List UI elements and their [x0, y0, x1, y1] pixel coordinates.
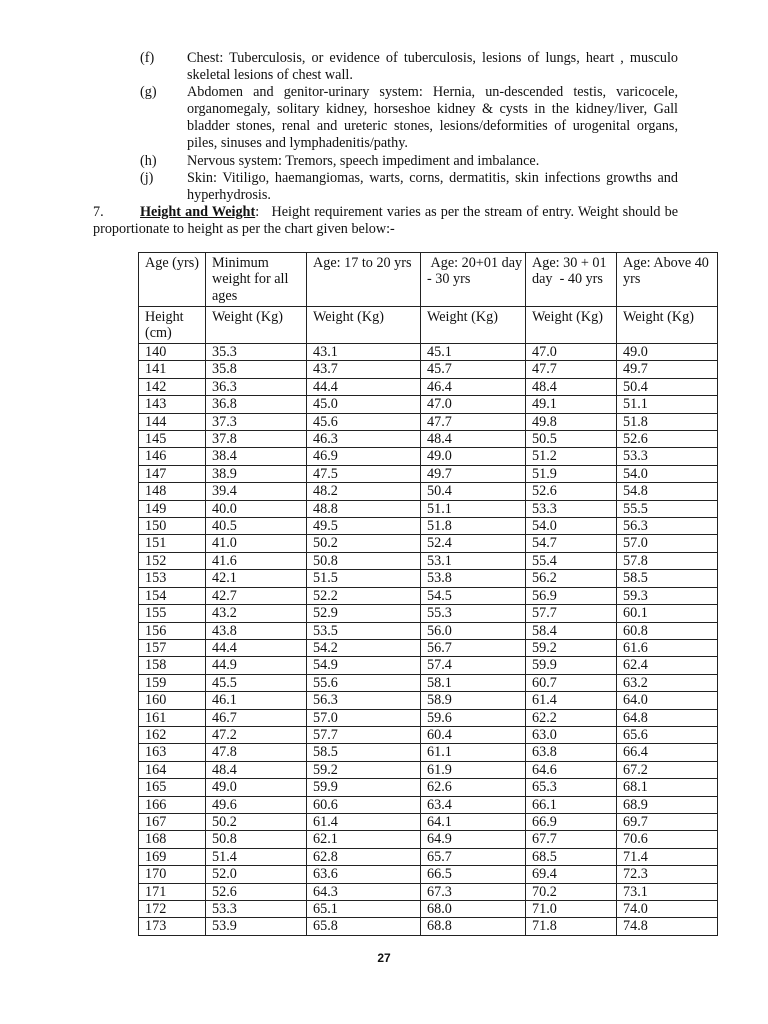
weight-cell: 59.9 — [307, 779, 421, 796]
weight-cell: 58.9 — [421, 692, 526, 709]
table-row — [139, 605, 718, 622]
table-row — [139, 901, 718, 918]
weight-cell: 71.0 — [526, 901, 617, 918]
table-header-row — [139, 253, 718, 307]
weight-cell: 52.6 — [526, 483, 617, 500]
weight-cell: 61.9 — [421, 761, 526, 778]
height-cell: 163 — [139, 744, 206, 761]
weight-cell: 48.2 — [307, 483, 421, 500]
weight-cell: 36.8 — [206, 396, 307, 413]
table-row — [139, 483, 718, 500]
weight-cell: 49.5 — [307, 518, 421, 535]
weight-cell: 57.8 — [617, 552, 718, 569]
height-cell: 153 — [139, 570, 206, 587]
table-row — [139, 709, 718, 726]
height-cell: 154 — [139, 587, 206, 604]
weight-cell: 60.8 — [617, 622, 718, 639]
height-cell: 157 — [139, 639, 206, 656]
header-cell: Weight (Kg) — [206, 307, 307, 344]
weight-cell: 62.1 — [307, 831, 421, 848]
height-cell: 164 — [139, 761, 206, 778]
weight-cell: 44.9 — [206, 657, 307, 674]
section-title: Height and Weight — [140, 203, 256, 220]
header-cell: Weight (Kg) — [307, 307, 421, 344]
weight-cell: 40.5 — [206, 518, 307, 535]
weight-cell: 65.3 — [526, 779, 617, 796]
section-colon: : — [255, 203, 260, 220]
weight-cell: 35.8 — [206, 361, 307, 378]
item-h — [93, 153, 678, 170]
weight-cell: 56.3 — [307, 692, 421, 709]
section-text: Height requirement varies as per the stream of entry. Weight should be proportionate to height as per the chart given below:- — [93, 203, 682, 237]
weight-cell: 66.1 — [526, 796, 617, 813]
table-row — [139, 413, 718, 430]
weight-cell: 68.8 — [421, 918, 526, 935]
item-g — [93, 84, 678, 152]
table-row — [139, 535, 718, 552]
weight-cell: 44.4 — [307, 378, 421, 395]
table-row — [139, 918, 718, 935]
weight-cell: 59.2 — [307, 761, 421, 778]
weight-cell: 56.9 — [526, 587, 617, 604]
weight-cell: 50.5 — [526, 431, 617, 448]
weight-cell: 52.6 — [617, 431, 718, 448]
weight-cell: 69.7 — [617, 813, 718, 830]
height-cell: 169 — [139, 848, 206, 865]
weight-cell: 45.1 — [421, 344, 526, 361]
height-cell: 140 — [139, 344, 206, 361]
item-label: (h) — [140, 152, 157, 169]
weight-cell: 64.8 — [617, 709, 718, 726]
weight-cell: 55.4 — [526, 552, 617, 569]
height-cell: 142 — [139, 378, 206, 395]
height-cell: 143 — [139, 396, 206, 413]
weight-cell: 46.1 — [206, 692, 307, 709]
weight-cell: 51.9 — [526, 465, 617, 482]
weight-cell: 72.3 — [617, 866, 718, 883]
weight-cell: 49.0 — [206, 779, 307, 796]
weight-cell: 47.2 — [206, 726, 307, 743]
weight-cell: 68.1 — [617, 779, 718, 796]
table-row — [139, 813, 718, 830]
weight-cell: 51.4 — [206, 848, 307, 865]
weight-cell: 51.8 — [421, 518, 526, 535]
weight-cell: 62.2 — [526, 709, 617, 726]
weight-cell: 51.2 — [526, 448, 617, 465]
weight-cell: 62.6 — [421, 779, 526, 796]
item-text: Chest: Tuberculosis, or evidence of tuberculosis, lesions of lungs, heart , musculo skeletal lesions of chest wall. — [187, 50, 678, 84]
table-row — [139, 448, 718, 465]
weight-cell: 49.0 — [421, 448, 526, 465]
weight-cell: 67.3 — [421, 883, 526, 900]
weight-cell: 49.8 — [526, 413, 617, 430]
table-row — [139, 465, 718, 482]
weight-cell: 41.0 — [206, 535, 307, 552]
table-row — [139, 796, 718, 813]
height-cell: 147 — [139, 465, 206, 482]
table-row — [139, 500, 718, 517]
weight-cell: 58.5 — [617, 570, 718, 587]
height-weight-table — [138, 252, 718, 936]
weight-cell: 52.2 — [307, 587, 421, 604]
table-row — [139, 761, 718, 778]
weight-cell: 61.1 — [421, 744, 526, 761]
weight-cell: 70.6 — [617, 831, 718, 848]
weight-cell: 40.0 — [206, 500, 307, 517]
height-cell: 144 — [139, 413, 206, 430]
weight-cell: 63.4 — [421, 796, 526, 813]
header-cell: Minimum weight for all ages — [206, 253, 307, 307]
weight-cell: 66.9 — [526, 813, 617, 830]
weight-cell: 48.4 — [206, 761, 307, 778]
weight-cell: 43.2 — [206, 605, 307, 622]
weight-cell: 55.3 — [421, 605, 526, 622]
weight-cell: 52.4 — [421, 535, 526, 552]
weight-cell: 48.8 — [307, 500, 421, 517]
weight-cell: 61.6 — [617, 639, 718, 656]
weight-cell: 64.6 — [526, 761, 617, 778]
header-cell: Age (yrs) — [139, 253, 206, 307]
item-label: (j) — [140, 169, 154, 186]
weight-cell: 53.3 — [526, 500, 617, 517]
weight-cell: 63.0 — [526, 726, 617, 743]
weight-cell: 74.0 — [617, 901, 718, 918]
weight-cell: 51.5 — [307, 570, 421, 587]
weight-cell: 51.1 — [617, 396, 718, 413]
weight-cell: 60.4 — [421, 726, 526, 743]
weight-cell: 56.2 — [526, 570, 617, 587]
item-label: (g) — [140, 84, 157, 101]
height-cell: 170 — [139, 866, 206, 883]
weight-cell: 36.3 — [206, 378, 307, 395]
height-cell: 160 — [139, 692, 206, 709]
weight-cell: 56.0 — [421, 622, 526, 639]
weight-cell: 57.7 — [307, 726, 421, 743]
weight-cell: 47.5 — [307, 465, 421, 482]
height-cell: 149 — [139, 500, 206, 517]
weight-cell: 58.5 — [307, 744, 421, 761]
header-cell: Height (cm) — [139, 307, 206, 344]
weight-cell: 49.6 — [206, 796, 307, 813]
table-row — [139, 639, 718, 656]
section-7 — [93, 203, 682, 238]
weight-cell: 74.8 — [617, 918, 718, 935]
weight-cell: 59.6 — [421, 709, 526, 726]
weight-cell: 41.6 — [206, 552, 307, 569]
header-cell: Age: 30 + 01 day - 40 yrs — [526, 253, 617, 307]
weight-cell: 50.8 — [307, 552, 421, 569]
weight-cell: 46.9 — [307, 448, 421, 465]
weight-cell: 47.8 — [206, 744, 307, 761]
weight-cell: 46.4 — [421, 378, 526, 395]
height-cell: 150 — [139, 518, 206, 535]
height-cell: 168 — [139, 831, 206, 848]
weight-cell: 49.7 — [617, 361, 718, 378]
height-cell: 151 — [139, 535, 206, 552]
weight-cell: 60.6 — [307, 796, 421, 813]
weight-cell: 43.7 — [307, 361, 421, 378]
height-cell: 146 — [139, 448, 206, 465]
weight-cell: 42.7 — [206, 587, 307, 604]
weight-cell: 35.3 — [206, 344, 307, 361]
table-row — [139, 396, 718, 413]
weight-cell: 47.0 — [526, 344, 617, 361]
weight-cell: 37.3 — [206, 413, 307, 430]
weight-cell: 63.2 — [617, 674, 718, 691]
weight-cell: 47.7 — [421, 413, 526, 430]
height-cell: 158 — [139, 657, 206, 674]
weight-cell: 56.3 — [617, 518, 718, 535]
weight-cell: 70.2 — [526, 883, 617, 900]
height-cell: 156 — [139, 622, 206, 639]
weight-cell: 39.4 — [206, 483, 307, 500]
item-text: Skin: Vitiligo, haemangiomas, warts, corns, dermatitis, skin infections growths and hyperhydrosis. — [187, 169, 678, 203]
weight-cell: 45.5 — [206, 674, 307, 691]
weight-cell: 68.9 — [617, 796, 718, 813]
weight-cell: 69.4 — [526, 866, 617, 883]
header-cell: Age: Above 40 yrs — [617, 253, 718, 307]
weight-cell: 65.1 — [307, 901, 421, 918]
weight-cell: 63.8 — [526, 744, 617, 761]
weight-cell: 44.4 — [206, 639, 307, 656]
weight-cell: 46.7 — [206, 709, 307, 726]
table-row — [139, 726, 718, 743]
weight-cell: 65.6 — [617, 726, 718, 743]
height-cell: 173 — [139, 918, 206, 935]
table-row — [139, 361, 718, 378]
weight-cell: 64.0 — [617, 692, 718, 709]
weight-cell: 49.1 — [526, 396, 617, 413]
weight-cell: 60.1 — [617, 605, 718, 622]
weight-cell: 62.4 — [617, 657, 718, 674]
weight-cell: 54.8 — [617, 483, 718, 500]
height-cell: 148 — [139, 483, 206, 500]
weight-cell: 59.2 — [526, 639, 617, 656]
weight-cell: 52.9 — [307, 605, 421, 622]
height-cell: 172 — [139, 901, 206, 918]
height-cell: 152 — [139, 552, 206, 569]
item-label: (f) — [140, 50, 155, 66]
weight-cell: 52.6 — [206, 883, 307, 900]
weight-cell: 68.0 — [421, 901, 526, 918]
table-subheader-row — [139, 307, 718, 344]
item-text: Abdomen and genitor-urinary system: Hernia, un-descended testis, varicocele, organomegaly, solitary kidney, horseshoe kidney & cysts in the kidney/liver, Gall bladder stones, renal and ureteric stones, lesions/deformities of urogenital organs, piles, sinuses and lymphadenitis/pathy. — [187, 84, 678, 152]
weight-cell: 37.8 — [206, 431, 307, 448]
weight-cell: 48.4 — [526, 378, 617, 395]
weight-cell: 64.9 — [421, 831, 526, 848]
weight-cell: 53.5 — [307, 622, 421, 639]
weight-cell: 57.7 — [526, 605, 617, 622]
table-row — [139, 587, 718, 604]
weight-cell: 49.0 — [617, 344, 718, 361]
weight-cell: 50.2 — [206, 813, 307, 830]
weight-cell: 54.0 — [526, 518, 617, 535]
header-cell: Weight (Kg) — [617, 307, 718, 344]
weight-cell: 51.8 — [617, 413, 718, 430]
weight-cell: 62.8 — [307, 848, 421, 865]
weight-cell: 56.7 — [421, 639, 526, 656]
weight-cell: 58.1 — [421, 674, 526, 691]
weight-cell: 50.2 — [307, 535, 421, 552]
weight-cell: 65.7 — [421, 848, 526, 865]
weight-cell: 43.1 — [307, 344, 421, 361]
height-cell: 141 — [139, 361, 206, 378]
table-row — [139, 831, 718, 848]
height-cell: 166 — [139, 796, 206, 813]
item-f — [93, 50, 678, 84]
height-cell: 171 — [139, 883, 206, 900]
table-row — [139, 866, 718, 883]
weight-cell: 58.4 — [526, 622, 617, 639]
weight-cell: 38.9 — [206, 465, 307, 482]
table-row — [139, 431, 718, 448]
weight-cell: 67.2 — [617, 761, 718, 778]
weight-cell: 53.3 — [617, 448, 718, 465]
height-cell: 162 — [139, 726, 206, 743]
weight-cell: 47.7 — [526, 361, 617, 378]
table-row — [139, 779, 718, 796]
weight-cell: 57.0 — [617, 535, 718, 552]
weight-cell: 68.5 — [526, 848, 617, 865]
weight-cell: 54.5 — [421, 587, 526, 604]
weight-cell: 63.6 — [307, 866, 421, 883]
weight-cell: 38.4 — [206, 448, 307, 465]
table-row — [139, 378, 718, 395]
weight-cell: 71.8 — [526, 918, 617, 935]
height-cell: 159 — [139, 674, 206, 691]
page-number: 27 — [377, 951, 391, 965]
weight-cell: 51.1 — [421, 500, 526, 517]
weight-cell: 50.4 — [617, 378, 718, 395]
weight-cell: 73.1 — [617, 883, 718, 900]
table-row — [139, 344, 718, 361]
weight-cell: 52.0 — [206, 866, 307, 883]
header-cell: Age: 20+01 day - 30 yrs — [421, 253, 526, 307]
weight-cell: 50.4 — [421, 483, 526, 500]
item-text: Nervous system: Tremors, speech impediment and imbalance. — [187, 152, 540, 169]
weight-cell: 65.8 — [307, 918, 421, 935]
weight-cell: 42.1 — [206, 570, 307, 587]
table-row — [139, 518, 718, 535]
weight-cell: 53.9 — [206, 918, 307, 935]
table-row — [139, 622, 718, 639]
table-row — [139, 552, 718, 569]
weight-cell: 64.1 — [421, 813, 526, 830]
weight-cell: 49.7 — [421, 465, 526, 482]
weight-cell: 60.7 — [526, 674, 617, 691]
weight-cell: 64.3 — [307, 883, 421, 900]
header-cell: Weight (Kg) — [526, 307, 617, 344]
weight-cell: 54.7 — [526, 535, 617, 552]
weight-cell: 46.3 — [307, 431, 421, 448]
weight-cell: 45.6 — [307, 413, 421, 430]
weight-cell: 67.7 — [526, 831, 617, 848]
weight-cell: 66.4 — [617, 744, 718, 761]
weight-cell: 48.4 — [421, 431, 526, 448]
height-cell: 161 — [139, 709, 206, 726]
weight-cell: 55.5 — [617, 500, 718, 517]
table-row — [139, 883, 718, 900]
weight-cell: 55.6 — [307, 674, 421, 691]
table-row — [139, 692, 718, 709]
weight-cell: 53.8 — [421, 570, 526, 587]
section-number: 7. — [93, 203, 104, 220]
table-row — [139, 570, 718, 587]
weight-cell: 53.3 — [206, 901, 307, 918]
weight-cell: 66.5 — [421, 866, 526, 883]
height-cell: 145 — [139, 431, 206, 448]
table-row — [139, 848, 718, 865]
weight-cell: 59.9 — [526, 657, 617, 674]
height-cell: 165 — [139, 779, 206, 796]
weight-cell: 59.3 — [617, 587, 718, 604]
weight-cell: 43.8 — [206, 622, 307, 639]
weight-cell: 45.0 — [307, 396, 421, 413]
table-row — [139, 674, 718, 691]
header-cell: Age: 17 to 20 yrs — [307, 253, 421, 307]
weight-cell: 54.9 — [307, 657, 421, 674]
weight-cell: 57.0 — [307, 709, 421, 726]
body-text — [93, 50, 682, 238]
table-row — [139, 744, 718, 761]
weight-cell: 71.4 — [617, 848, 718, 865]
weight-cell: 45.7 — [421, 361, 526, 378]
weight-cell: 53.1 — [421, 552, 526, 569]
weight-cell: 61.4 — [307, 813, 421, 830]
height-cell: 167 — [139, 813, 206, 830]
weight-cell: 47.0 — [421, 396, 526, 413]
header-cell: Weight (Kg) — [421, 307, 526, 344]
item-j — [93, 170, 678, 204]
height-cell: 155 — [139, 605, 206, 622]
weight-cell: 50.8 — [206, 831, 307, 848]
table-row — [139, 657, 718, 674]
weight-cell: 54.0 — [617, 465, 718, 482]
weight-cell: 57.4 — [421, 657, 526, 674]
weight-cell: 54.2 — [307, 639, 421, 656]
weight-cell: 61.4 — [526, 692, 617, 709]
